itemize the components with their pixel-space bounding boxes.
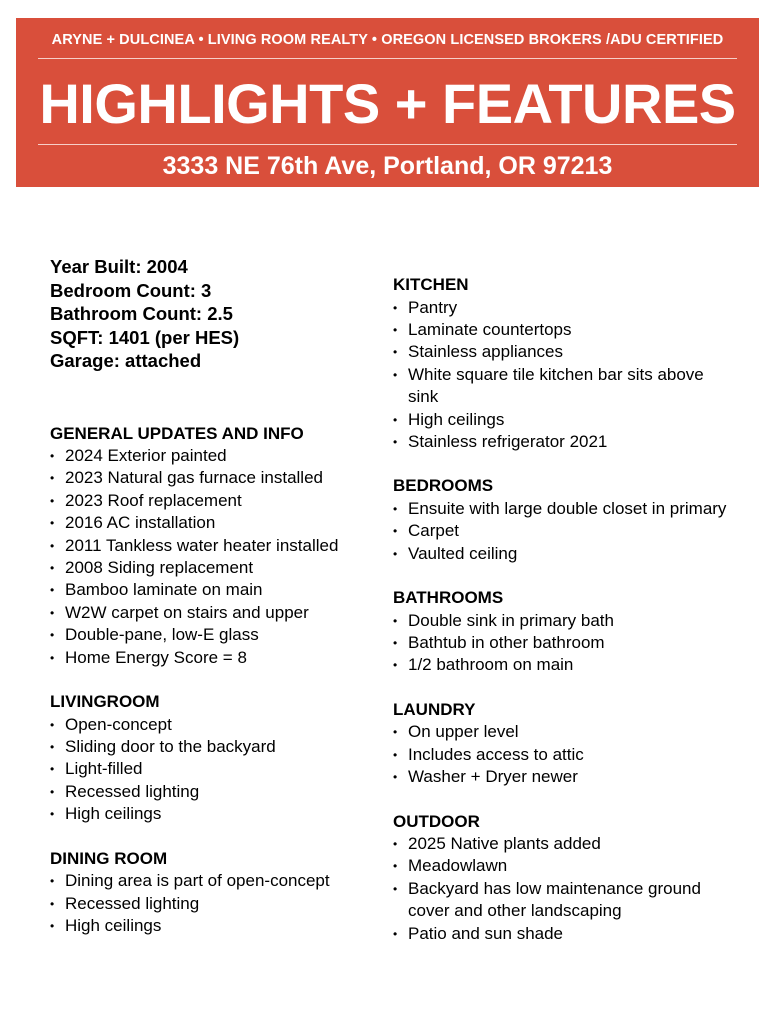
bullet-icon: • bbox=[393, 859, 398, 874]
list-item-text: Sliding door to the backyard bbox=[65, 736, 276, 756]
list-item bbox=[393, 520, 733, 542]
fact-bedroom-count: Bedroom Count: 3 bbox=[50, 279, 212, 301]
feature-list bbox=[393, 721, 733, 788]
list-item bbox=[393, 923, 733, 945]
left-column bbox=[50, 255, 380, 959]
list-item bbox=[393, 543, 733, 565]
bullet-icon: • bbox=[393, 926, 398, 941]
bullet-icon: • bbox=[50, 493, 55, 508]
list-item bbox=[50, 579, 380, 601]
feature-list bbox=[50, 870, 380, 937]
section-heading: BATHROOMS bbox=[393, 588, 504, 608]
list-item bbox=[393, 297, 733, 319]
bullet-icon: • bbox=[50, 807, 55, 822]
bullet-icon: • bbox=[50, 583, 55, 598]
section-bedrooms bbox=[393, 475, 733, 565]
section-outdoor bbox=[393, 811, 733, 946]
list-item-text: Stainless refrigerator 2021 bbox=[408, 431, 608, 451]
list-item bbox=[50, 781, 380, 803]
list-item bbox=[50, 535, 380, 557]
list-item bbox=[393, 766, 733, 788]
feature-list bbox=[393, 297, 733, 454]
bullet-icon: • bbox=[50, 918, 55, 933]
list-item bbox=[50, 803, 380, 825]
list-item-text: Patio and sun shade bbox=[408, 923, 564, 943]
list-item-text: High ceilings bbox=[408, 409, 505, 429]
list-item bbox=[50, 758, 380, 780]
list-item bbox=[50, 893, 380, 915]
bullet-icon: • bbox=[393, 613, 398, 628]
bullet-icon: • bbox=[50, 896, 55, 911]
bullet-icon: • bbox=[393, 524, 398, 539]
list-item-text: Double-pane, low-E glass bbox=[65, 625, 259, 645]
feature-list bbox=[393, 610, 733, 677]
list-item-text: On upper level bbox=[408, 722, 519, 742]
list-item-text: Carpet bbox=[408, 521, 460, 541]
fact-bathroom-count: Bathroom Count: 2.5 bbox=[50, 303, 233, 324]
list-item-text: 2025 Native plants added bbox=[408, 834, 601, 853]
bullet-icon: • bbox=[50, 739, 55, 754]
section-livingroom bbox=[50, 691, 380, 826]
feature-list bbox=[393, 498, 733, 565]
page-title: HIGHLIGHTS + FEATURES bbox=[39, 72, 736, 135]
bullet-icon: • bbox=[50, 449, 55, 463]
list-item-text: Stainless appliances bbox=[408, 342, 563, 362]
bullet-icon: • bbox=[393, 747, 398, 762]
list-item bbox=[393, 632, 733, 654]
property-address: 3333 NE 76th Ave, Portland, OR 97213 bbox=[162, 152, 613, 180]
list-item bbox=[50, 624, 380, 646]
list-item bbox=[50, 467, 380, 489]
section-heading: DINING ROOM bbox=[50, 848, 168, 868]
section-heading: BEDROOMS bbox=[393, 476, 494, 496]
list-item-text: Home Energy Score = 8 bbox=[65, 647, 247, 667]
bullet-icon: • bbox=[393, 658, 398, 673]
bullet-icon: • bbox=[50, 516, 55, 531]
right-sections bbox=[393, 274, 733, 945]
section-bathrooms bbox=[393, 587, 733, 677]
list-item-text: 2016 AC installation bbox=[65, 513, 216, 533]
list-item bbox=[50, 647, 380, 669]
list-item bbox=[50, 870, 380, 892]
list-item-text: 2024 Exterior painted bbox=[65, 446, 227, 465]
bullet-icon: • bbox=[50, 471, 55, 486]
list-item-text: 2023 Roof replacement bbox=[65, 490, 242, 510]
list-item-text: Recessed lighting bbox=[65, 781, 200, 801]
list-item bbox=[393, 409, 733, 431]
bullet-icon: • bbox=[50, 538, 55, 553]
list-item bbox=[393, 654, 733, 676]
list-item-text: W2W carpet on stairs and upper bbox=[65, 602, 309, 622]
list-item bbox=[50, 557, 380, 579]
feature-list bbox=[393, 833, 733, 945]
list-item-text: Laminate countertops bbox=[408, 319, 572, 339]
section-general-updates-and-info bbox=[50, 423, 380, 670]
bullet-icon: • bbox=[393, 322, 398, 337]
list-item bbox=[393, 431, 733, 453]
list-item-text: Dining area is part of open-concept bbox=[65, 871, 330, 891]
list-item bbox=[393, 744, 733, 766]
list-item-text: 2008 Siding replacement bbox=[65, 558, 254, 578]
list-item bbox=[50, 445, 380, 467]
section-heading: OUTDOOR bbox=[393, 811, 480, 831]
list-item-text: Washer + Dryer newer bbox=[408, 767, 578, 787]
list-item bbox=[393, 341, 733, 363]
section-heading: GENERAL UPDATES AND INFO bbox=[50, 423, 304, 443]
list-item-text: 2023 Natural gas furnace installed bbox=[65, 468, 323, 488]
bullet-icon: • bbox=[393, 434, 398, 449]
list-item-text: Open-concept bbox=[65, 714, 172, 734]
list-item-text: Meadowlawn bbox=[408, 856, 508, 876]
list-item-text: Ensuite with large double closet in primary bbox=[408, 498, 727, 518]
section-heading: KITCHEN bbox=[393, 275, 469, 294]
bullet-icon: • bbox=[50, 762, 55, 777]
list-item bbox=[393, 364, 733, 409]
bullet-icon: • bbox=[393, 546, 398, 561]
bullet-icon: • bbox=[393, 412, 398, 427]
list-item-text: Backyard has low maintenance ground cover and other landscaping bbox=[408, 878, 701, 921]
list-item-text: 2011 Tankless water heater installed bbox=[65, 535, 339, 555]
bullet-icon: • bbox=[50, 650, 55, 665]
feature-list bbox=[50, 714, 380, 826]
bullet-icon: • bbox=[393, 635, 398, 650]
feature-list bbox=[50, 445, 380, 669]
property-facts bbox=[50, 255, 380, 373]
list-item bbox=[50, 602, 380, 624]
list-item-text: Bamboo laminate on main bbox=[65, 580, 263, 600]
list-item bbox=[50, 512, 380, 534]
list-item bbox=[50, 915, 380, 937]
fact-garage: Garage: attached bbox=[50, 350, 202, 371]
bullet-icon: • bbox=[393, 725, 398, 740]
fact-year-built: Year Built: 2004 bbox=[50, 256, 188, 277]
section-heading: LIVINGROOM bbox=[50, 692, 160, 712]
section-heading: LAUNDRY bbox=[393, 699, 476, 719]
section-laundry bbox=[393, 699, 733, 789]
broker-tagline: ARYNE + DULCINEA • LIVING ROOM REALTY • OREGON LICENSED BROKERS /ADU CERTIFIED bbox=[51, 32, 724, 48]
bullet-icon: • bbox=[50, 784, 55, 799]
bullet-icon: • bbox=[393, 300, 398, 315]
list-item bbox=[393, 319, 733, 341]
list-item bbox=[50, 736, 380, 758]
list-item-text: High ceilings bbox=[65, 915, 162, 935]
bullet-icon: • bbox=[393, 501, 398, 516]
list-item bbox=[393, 833, 733, 855]
list-item-text: 1/2 bathroom on main bbox=[408, 655, 574, 675]
bullet-icon: • bbox=[50, 628, 55, 643]
bullet-icon: • bbox=[393, 367, 398, 382]
bullet-icon: • bbox=[393, 881, 398, 896]
bullet-icon: • bbox=[393, 345, 398, 360]
list-item-text: Pantry bbox=[408, 297, 458, 317]
bullet-icon: • bbox=[50, 605, 55, 620]
list-item bbox=[50, 490, 380, 512]
list-item bbox=[393, 855, 733, 877]
bullet-icon: • bbox=[50, 561, 55, 576]
banner-rule-top bbox=[38, 58, 737, 59]
bullet-icon: • bbox=[393, 837, 398, 851]
list-item-text: Light-filled bbox=[65, 759, 143, 779]
list-item-text: High ceilings bbox=[65, 804, 162, 824]
bullet-icon: • bbox=[393, 770, 398, 785]
section-dining-room bbox=[50, 848, 380, 938]
list-item-text: Bathtub in other bathroom bbox=[408, 632, 605, 652]
bullet-icon: • bbox=[50, 874, 55, 889]
list-item-text: Vaulted ceiling bbox=[408, 543, 518, 563]
right-column bbox=[393, 274, 733, 967]
list-item bbox=[50, 714, 380, 736]
list-item-text: Includes access to attic bbox=[408, 744, 584, 764]
left-sections bbox=[50, 423, 380, 938]
header-banner bbox=[16, 18, 759, 187]
list-item bbox=[393, 878, 733, 923]
list-item-text: Recessed lighting bbox=[65, 893, 200, 913]
list-item-text: White square tile kitchen bar sits above sink bbox=[408, 364, 704, 407]
banner-rule-bottom bbox=[38, 144, 737, 145]
list-item bbox=[393, 610, 733, 632]
section-kitchen bbox=[393, 274, 733, 453]
list-item bbox=[393, 721, 733, 743]
bullet-icon: • bbox=[50, 717, 55, 732]
fact-sqft: SQFT: 1401 (per HES) bbox=[50, 326, 240, 348]
list-item-text: Double sink in primary bath bbox=[408, 610, 614, 630]
list-item bbox=[393, 498, 733, 520]
